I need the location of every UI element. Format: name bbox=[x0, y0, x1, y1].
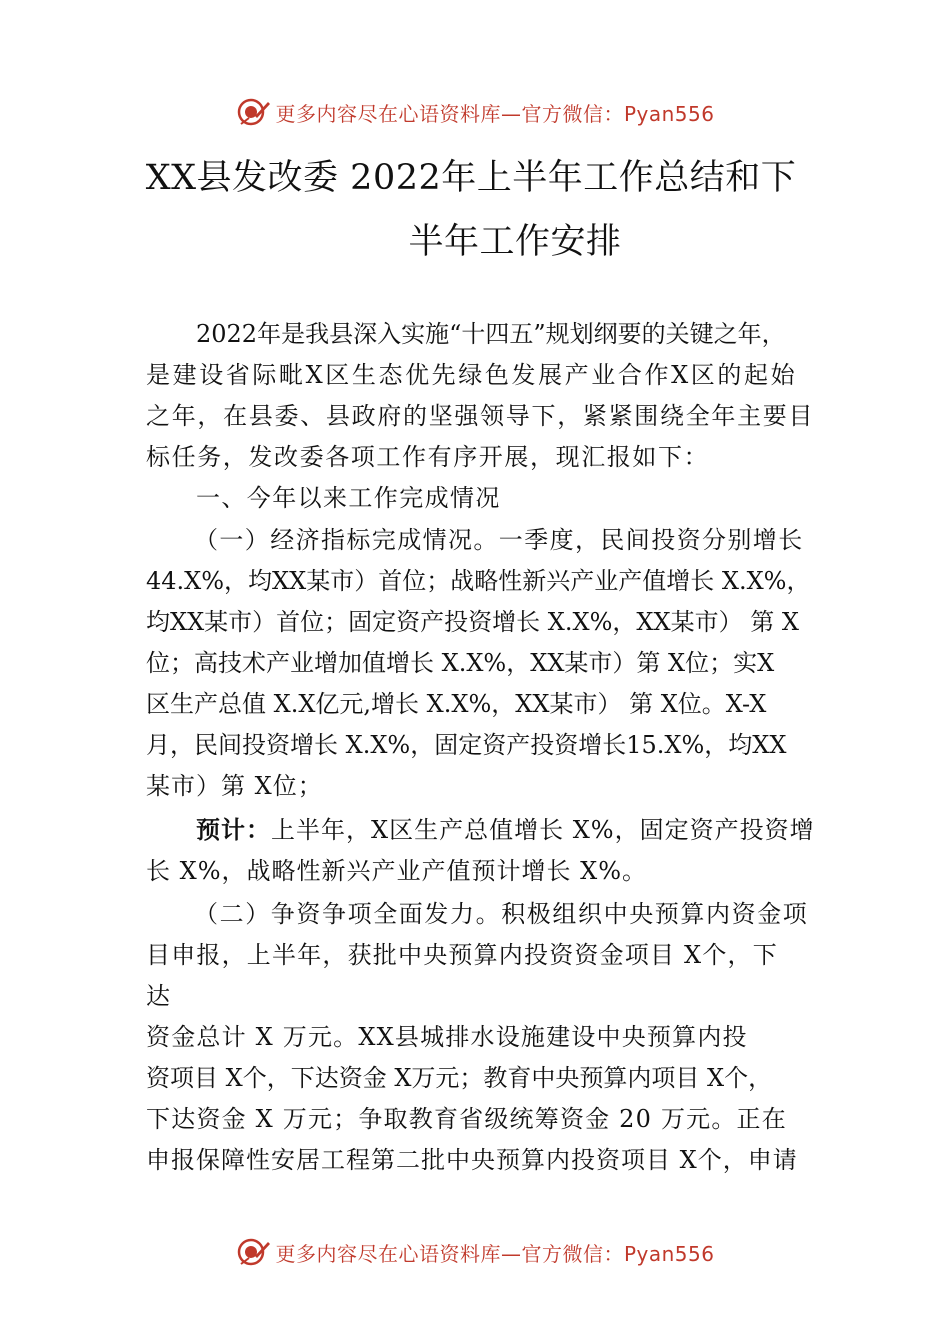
body-line: （二）争资争项全面发力。积极组织中央预算内资金项 bbox=[194, 900, 809, 928]
body-line: 2022年是我县深入实施“十四五”规划纲要的关键之年， bbox=[196, 320, 786, 348]
bold-label: 预计： bbox=[196, 815, 271, 844]
bottom-watermark bbox=[0, 1232, 950, 1272]
top-watermark bbox=[0, 92, 950, 132]
document-title-line-1: XX县发改委 2022年上半年工作总结和下 bbox=[145, 158, 797, 198]
pen-logo-icon bbox=[235, 1234, 271, 1270]
body-line: 是建设省际毗X区生态优先绿色发展产业合作X区的起始 bbox=[146, 361, 798, 389]
body-line: 区生产总值 X.X亿元,增长 X.X%，XX某市） 第 X位。X-X bbox=[146, 690, 767, 718]
body-line: 之年，在县委、县政府的坚强领导下，紧紧围绕全年主要目 bbox=[146, 402, 815, 430]
body-line: 上半年，X区生产总值增长 X%，固定资产投资增 bbox=[271, 816, 815, 844]
watermark-text: 更多内容尽在心语资料库—官方微信：Pyan556 bbox=[275, 101, 715, 126]
body-line-with-label bbox=[196, 810, 815, 845]
section-heading: 一、今年以来工作完成情况 bbox=[196, 484, 501, 512]
pen-logo-icon bbox=[235, 94, 271, 130]
body-line: 标任务，发改委各项工作有序开展，现汇报如下： bbox=[146, 443, 710, 471]
body-line: 44.X%，均XX某市）首位；战略性新兴产业产值增长 X.X%， bbox=[146, 567, 811, 595]
body-line: （一）经济指标完成情况。一季度，民间投资分别增长 bbox=[194, 526, 804, 554]
body-line: 均XX某市）首位；固定资产投资增长 X.X%，XX某市） 第 X bbox=[146, 608, 799, 636]
body-line: 长 X%，战略性新兴产业产值预计增长 X%。 bbox=[146, 857, 648, 885]
body-line: 月，民间投资增长 X.X%，固定资产投资增长15.X%，均XX bbox=[146, 731, 787, 759]
body-line: 资项目 X个，下达资金 X万元；教育中央预算内项目 X个， bbox=[146, 1064, 773, 1092]
body-line: 某市）第 X位； bbox=[146, 772, 323, 800]
document-title-line-2: 半年工作安排 bbox=[408, 222, 622, 262]
body-line: 申报保障性安居工程第二批中央预算内投资项目 X个，申请 bbox=[146, 1146, 798, 1174]
body-line: 目申报，上半年，获批中央预算内投资资金项目 X个，下 bbox=[146, 941, 778, 969]
watermark-text: 更多内容尽在心语资料库—官方微信：Pyan556 bbox=[275, 1241, 715, 1266]
body-line: 达 bbox=[146, 982, 170, 1010]
body-line: 资金总计 X 万元。XX县城排水设施建设中央预算内投 bbox=[146, 1023, 748, 1051]
body-line: 下达资金 X 万元；争取教育省级统筹资金 20 万元。正在 bbox=[146, 1105, 787, 1133]
body-line: 位；高技术产业增加值增长 X.X%，XX某市）第 X位；实X bbox=[146, 649, 775, 677]
